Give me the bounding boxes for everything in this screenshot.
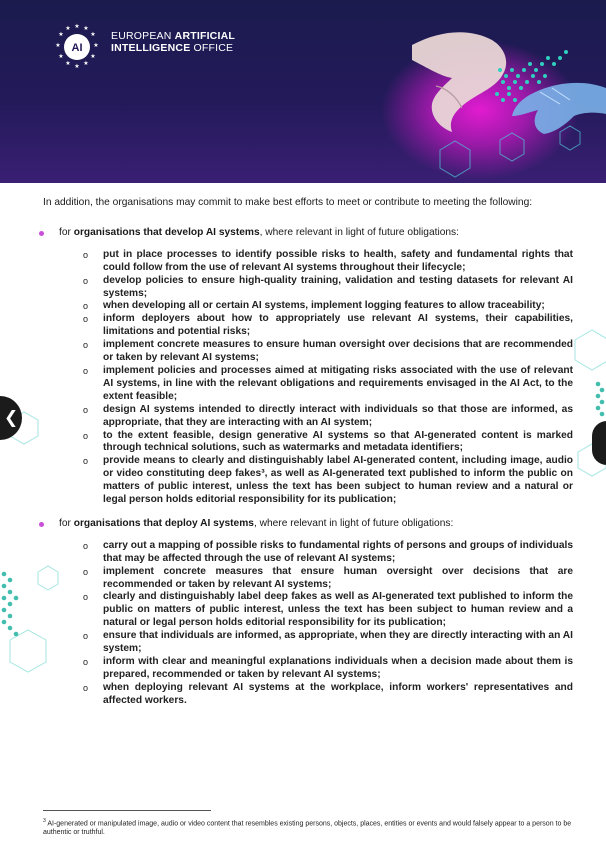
svg-text:★: ★ — [93, 42, 99, 49]
previous-page-button[interactable] — [0, 396, 22, 440]
office-name-line1-prefix: EUROPEAN — [111, 30, 175, 42]
section-deploy-suffix: , where relevant in light of future obligations: — [253, 517, 454, 529]
circle-bullet-icon: o — [83, 430, 89, 441]
svg-text:★: ★ — [55, 42, 61, 49]
list-item-text: when deploying relevant AI systems at the workplace, inform workers' representatives and affected workers. — [103, 681, 573, 706]
office-name-line1-bold: ARTIFICIAL — [174, 30, 235, 42]
list-item-text: provide means to clearly and distinguishably label AI-generated content, including image, audio or video constituting deep fakes³, as well as AI-generated text published to inform the public on matters of public interest, unless the text has been subject to human review and a natural or legal person holds editorial responsibility for its publication; — [103, 455, 573, 506]
circle-bullet-icon: o — [83, 365, 89, 376]
list-item-text: implement concrete measures that ensure human oversight over decisions that are recommended or taken by relevant AI systems; — [103, 565, 573, 590]
list-item-text: implement policies and processes aimed at mitigating risks associated with the use of relevant AI systems, in line with the relevant obligations and requirements envisaged in the AI Act, to the extent feasible; — [103, 364, 573, 402]
commitments-list — [43, 227, 573, 708]
list-item — [82, 591, 573, 630]
next-page-button[interactable] — [592, 421, 606, 465]
svg-text:★: ★ — [83, 60, 89, 67]
section-develop-prefix: for — [59, 226, 74, 238]
svg-text:★: ★ — [58, 53, 64, 60]
circle-bullet-icon: o — [83, 566, 89, 577]
section-develop-suffix: , where relevant in light of future obligations: — [259, 226, 459, 238]
list-item-text: carry out a mapping of possible risks to fundamental rights of persons and groups of individuals that may be affected through the use of relevant AI systems; — [103, 539, 573, 564]
list-item — [82, 339, 573, 365]
office-name — [111, 30, 235, 54]
circle-bullet-icon: o — [83, 682, 89, 693]
circle-bullet-icon: o — [83, 540, 89, 551]
list-item-text: ensure that individuals are informed, as appropriate, when they are directly interacting with an AI system; — [103, 630, 573, 655]
list-item — [82, 404, 573, 430]
office-name-line2-suffix: OFFICE — [190, 42, 234, 54]
logo-badge-text: AI — [71, 42, 83, 54]
document-body — [43, 197, 573, 708]
list-item-text: to the extent feasible, design generative AI systems so that AI-generated content is marked through technical solutions, such as watermarks and metadata identifiers; — [103, 429, 573, 454]
svg-text:★: ★ — [65, 25, 71, 32]
list-item — [82, 566, 573, 592]
list-item — [82, 630, 573, 656]
list-item — [82, 300, 573, 313]
list-item-text: develop policies to ensure high-quality training, validation and testing datasets for relevant AI systems; — [103, 274, 573, 299]
footnote-marker: 3 — [43, 818, 46, 824]
list-item-text: inform deployers about how to appropriately use relevant AI systems, their capabilities, limitations and potential risks; — [103, 313, 573, 338]
circle-bullet-icon: o — [83, 340, 89, 351]
list-item — [82, 275, 573, 301]
list-item — [82, 313, 573, 339]
circle-bullet-icon: o — [83, 249, 89, 260]
circle-bullet-icon: o — [83, 404, 89, 415]
circle-bullet-icon: o — [83, 314, 89, 325]
circle-bullet-icon: o — [83, 301, 89, 312]
svg-text:★: ★ — [90, 31, 96, 38]
bullet-icon — [39, 231, 44, 236]
list-item — [82, 540, 573, 566]
list-item-text: put in place processes to identify possible risks to health, safety and fundamental rights that could follow from the use of relevant AI systems throughout their lifecycle; — [103, 248, 573, 273]
list-item-text: design AI systems intended to directly interact with individuals so that those are informed, as appropriate, that they are interacting with an AI system; — [103, 403, 573, 428]
list-item-text: inform with clear and meaningful explanations individuals when a decision made about them is prepared, recommended or taken by relevant AI systems; — [103, 656, 573, 680]
office-name-line2-bold: INTELLIGENCE — [111, 42, 191, 54]
svg-text:★: ★ — [74, 63, 80, 70]
svg-text:★: ★ — [83, 25, 89, 32]
ai-office-logo — [52, 22, 102, 72]
intro-paragraph: In addition, the organisations may commit to make best efforts to meet or contribute to meeting the following: — [43, 197, 533, 208]
footnote-text: AI-generated or manipulated image, audio or video content that resembles existing persons, objects, places, entities or events and would falsely appear to a person to be authentic or truthful. — [43, 820, 572, 837]
svg-text:★: ★ — [58, 31, 64, 38]
bullet-icon — [39, 522, 44, 527]
footnote — [43, 817, 578, 837]
svg-text:★: ★ — [65, 60, 71, 67]
section-develop-heading: organisations that develop AI systems — [73, 226, 260, 238]
list-item — [82, 682, 573, 708]
circle-bullet-icon: o — [83, 592, 89, 603]
svg-text:★: ★ — [74, 23, 80, 30]
list-item — [82, 430, 573, 456]
circle-bullet-icon: o — [83, 275, 89, 286]
deploy-items — [59, 540, 573, 708]
section-develop — [43, 227, 573, 507]
header-banner — [0, 0, 606, 183]
list-item — [82, 455, 573, 507]
footnote-divider — [43, 810, 211, 811]
svg-text:★: ★ — [90, 53, 96, 60]
circle-bullet-icon: o — [83, 456, 89, 467]
list-item-text: when developing all or certain AI systems, implement logging features to allow traceability; — [103, 300, 545, 312]
list-item — [82, 249, 573, 275]
section-deploy-prefix: for — [59, 517, 74, 529]
develop-items — [59, 249, 573, 507]
circle-bullet-icon: o — [83, 657, 89, 667]
section-deploy — [43, 518, 573, 708]
list-item — [82, 656, 573, 682]
section-deploy-heading: organisations that deploy AI systems — [73, 517, 254, 529]
list-item-text: clearly and distinguishably label deep fakes as well as AI-generated text published to inform the public on matters of public interest, unless the text has been subject to human review and a natural or legal person holds editorial responsibility for its publication; — [103, 591, 573, 629]
circle-bullet-icon: o — [83, 631, 89, 642]
list-item-text: implement concrete measures to ensure human oversight over decisions that are recommended or taken by relevant AI systems; — [103, 339, 573, 364]
chevron-left-icon: ❮ — [4, 408, 19, 427]
list-item — [82, 365, 573, 404]
